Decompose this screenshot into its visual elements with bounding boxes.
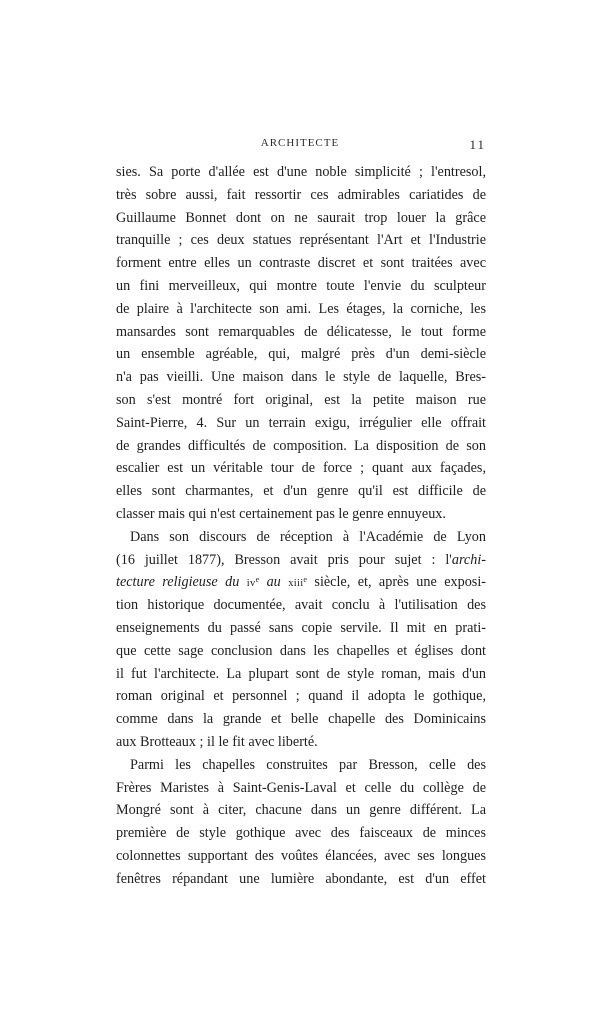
text-line: Guillaume Bonnet dont on ne saurait trop louer la grâce bbox=[116, 209, 486, 226]
text-line: Dans son discours de réception à l'Académie de Lyon bbox=[130, 528, 486, 545]
roman-numeral: xiii bbox=[288, 578, 304, 590]
text-line: que cette sage conclusion dans les chapelles et églises dont bbox=[116, 642, 486, 659]
text-line: tion historique documentée, avait conclu à l'utilisation des bbox=[116, 597, 486, 614]
text-fragment: (16 juillet 1877), Bresson avait pris pour sujet : l' bbox=[116, 551, 452, 568]
text-line: très sobre aussi, fait ressortir ces admirables cariatides de bbox=[116, 186, 486, 203]
text-line: roman original et personnel ; quand il adopta le gothique, bbox=[116, 688, 486, 705]
text-line: un ensemble agréable, qui, malgré près d'un demi-siècle bbox=[116, 346, 486, 363]
text-line: Parmi les chapelles construites par Bresson, celle des bbox=[130, 756, 486, 773]
text-line: il fut l'architecte. La plupart sont de style roman, mais d'un bbox=[116, 665, 486, 682]
text-line: Frères Maristes à Saint-Genis-Laval et celle du collège de bbox=[116, 779, 486, 796]
text-line: classer mais qui n'est certainement pas le genre ennuyeux. bbox=[116, 505, 446, 522]
text-line: mansardes sont remarquables de délicatesse, le tout forme bbox=[116, 323, 486, 340]
text-line: enseignements du passé sans copie servile. Il mit en prati- bbox=[116, 619, 486, 636]
italic-title: tecture religieuse du bbox=[116, 574, 247, 591]
text-line: de plaire à l'architecte son ami. Les étages, la corniche, les bbox=[116, 300, 486, 317]
text-fragment: siècle, et, après une exposi- bbox=[306, 574, 486, 591]
text-line: elles sont charmantes, et d'un genre qu'il est difficile de bbox=[116, 483, 486, 500]
text-line: Saint-Pierre, 4. Sur un terrain exigu, irrégulier elle offrait bbox=[116, 414, 486, 431]
italic-title: au bbox=[259, 574, 289, 591]
text-line bbox=[116, 571, 486, 594]
text-line: n'a pas vieilli. Une maison dans le style de laquelle, Bres- bbox=[116, 369, 486, 386]
superscript: e bbox=[303, 575, 307, 585]
text-line: forment entre elles un contraste discret et sont traitées avec bbox=[116, 255, 486, 272]
page-number: 11 bbox=[469, 137, 486, 152]
body-text bbox=[116, 161, 486, 891]
italic-title: archi- bbox=[451, 551, 486, 568]
roman-numeral: iv bbox=[246, 578, 256, 590]
text-line: première de style gothique avec des faisceaux de minces bbox=[116, 825, 486, 842]
text-line: un fini merveilleux, qui montre toute l'envie du sculpteur bbox=[116, 277, 486, 294]
text-line bbox=[116, 549, 486, 572]
text-line: comme dans la grande et belle chapelle des Dominicains bbox=[116, 711, 486, 728]
text-line: escalier est un véritable tour de force ; quant aux façades, bbox=[116, 460, 486, 477]
text-line: son s'est montré fort original, est la petite maison rue bbox=[116, 391, 486, 408]
running-head bbox=[0, 137, 600, 153]
text-line: tranquille ; ces deux statues représentant l'Art et l'Industrie bbox=[116, 232, 486, 249]
running-title: ARCHITECTE bbox=[260, 137, 340, 149]
superscript: e bbox=[255, 575, 260, 585]
text-line: Mongré sont à citer, chacune dans un genre différent. La bbox=[116, 802, 486, 819]
text-line: colonnettes supportant des voûtes élancées, avec ses longues bbox=[116, 847, 486, 864]
text-line: aux Brotteaux ; il le fit avec liberté. bbox=[116, 733, 318, 750]
text-line: sies. Sa porte d'allée est d'une noble simplicité ; l'entresol, bbox=[116, 164, 486, 180]
text-line: de grandes difficultés de composition. La disposition de son bbox=[116, 437, 486, 454]
text-line: fenêtres répandant une lumière abondante, est d'un effet bbox=[116, 870, 486, 887]
